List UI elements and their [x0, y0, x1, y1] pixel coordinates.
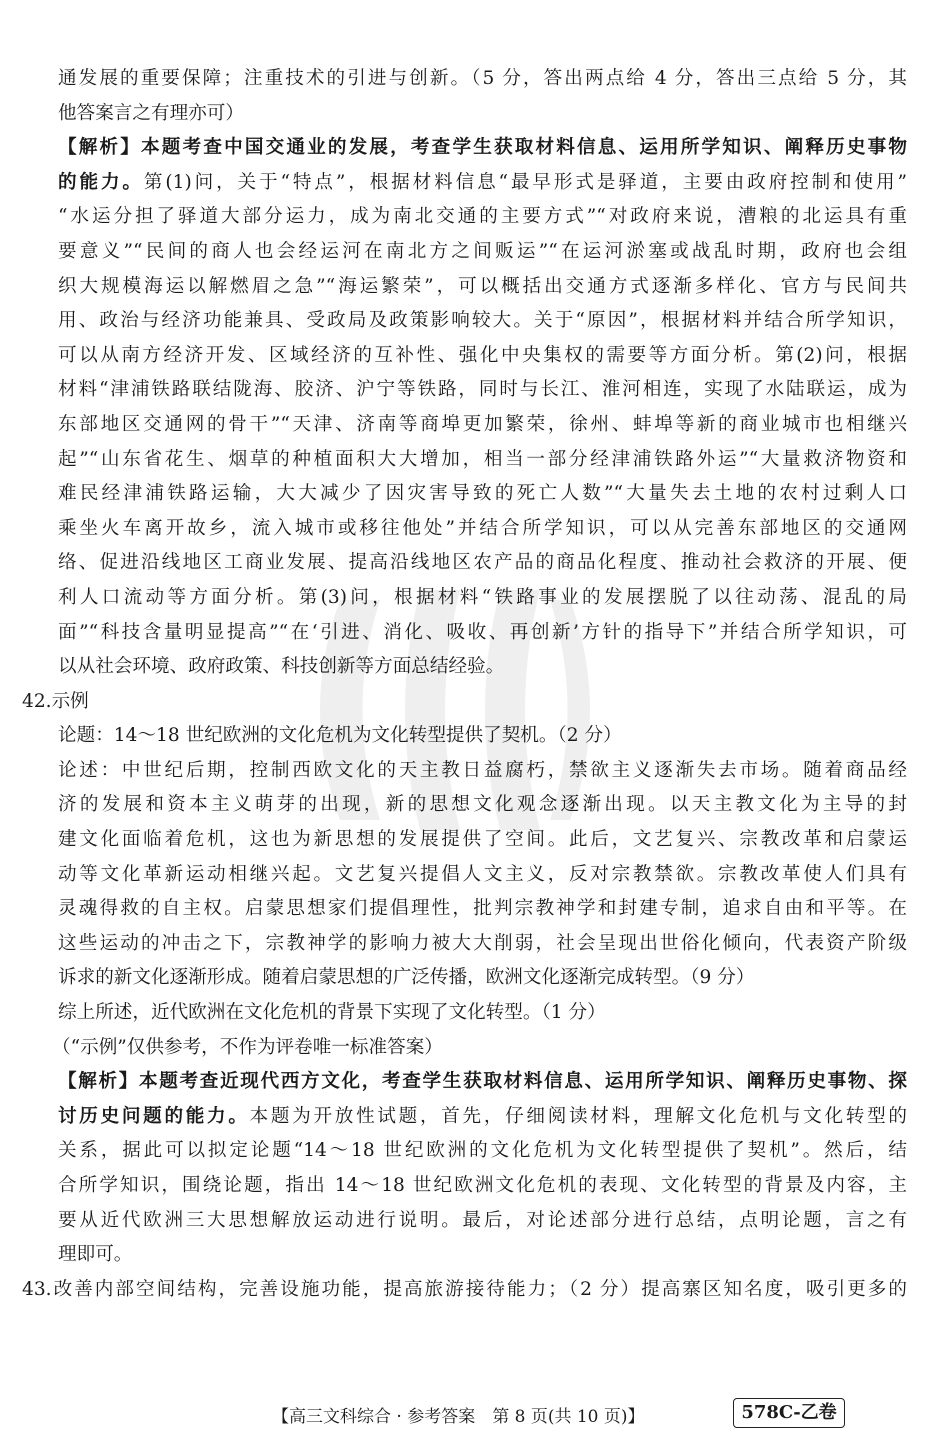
text-line: 灵魂得救的自主权。启蒙思想家们提倡理性，批判宗教神学和封建专制，追求自由和平等。在: [58, 898, 907, 920]
text-line: 要意义”“民间的商人也会经运河在南北方之间贩运”“在运河淤塞或战乱时期，政府也会组: [58, 240, 907, 262]
summary-line: 综上所述，近代欧洲在文化危机的背景下实现了文化转型。（1 分）: [58, 1002, 606, 1024]
question-number: 43.: [22, 1278, 52, 1300]
thesis-line: 论题：14～18 世纪欧洲的文化危机为文化转型提供了契机。（2 分）: [58, 725, 622, 747]
analysis-41: [0, 131, 933, 685]
question-43-line: [0, 1273, 933, 1308]
text-line: 起”“山东省花生、烟草的种植面积大大增加，相当一部分经津浦铁路外运”“大量救济物资和: [58, 448, 907, 470]
page-footer: [0, 1398, 933, 1432]
analysis-bold-text: 本题考查中国交通业的发展，考查学生获取材料信息、运用所学知识、阐释历史事物: [141, 137, 907, 159]
footer-page-info: 【高三文科综合 · 参考答案 第 8 页(共 10 页)】: [272, 1407, 645, 1427]
text-line: 济的发展和资本主义萌芽的出现，新的思想文化观念逐渐出现。以天主教文化为主导的封: [58, 794, 907, 816]
text-line: 通发展的重要保障；注重技术的引进与创新。（5 分，答出两点给 4 分，答出三点给 5 分，其: [58, 68, 907, 89]
question-title: 示例: [51, 690, 89, 712]
text-line: 合所学知识，围绕论题，指出 14～18 世纪欧洲文化危机的表现、文化转型的背景及内容，主: [58, 1175, 907, 1196]
analysis-line: [0, 131, 933, 166]
analysis-bold-text: 本题考查近现代西方文化，考查学生获取材料信息、运用所学知识、阐释历史事物、探: [139, 1071, 907, 1093]
text-line: 理即可。: [58, 1244, 133, 1266]
note-line: （“示例”仅供参考，不作为评卷唯一标准答案）: [52, 1036, 443, 1058]
analysis-label: 【解析】: [58, 1071, 140, 1093]
question-text: 改善内部空间结构，完善设施功能，提高旅游接待能力；（2 分）提高寨区知名度，吸引更多的: [51, 1278, 907, 1300]
question-42-heading: [0, 685, 933, 720]
question-42: [0, 685, 933, 1273]
analysis-line: [0, 1065, 933, 1100]
text-line: 这些运动的冲击之下，宗教神学的影响力被大大削弱，社会呈现出世俗化倾向，代表资产阶级: [58, 932, 907, 954]
text-line: 乘坐火车离开故乡，流入城市或移往他处”并结合所学知识，可以从完善东部地区的交通网: [58, 517, 907, 539]
text-line: 织大规模海运以解燃眉之急”“海运繁荣”，可以概括出交通方式逐渐多样化、官方与民间共: [58, 275, 907, 297]
text-line: 他答案言之有理亦可）: [58, 102, 244, 124]
text-line: 以从社会环境、政府政策、科技创新等方面总结经验。: [58, 656, 505, 678]
text-line: 关系，据此可以拟定论题“14～18 世纪欧洲的文化危机为文化转型提供了契机”。然后，结: [58, 1140, 907, 1162]
text-line: 利人口流动等方面分析。第(3)问，根据材料“铁路事业的发展摆脱了以往动荡、混乱的局: [58, 586, 907, 608]
analysis-line: [0, 1100, 933, 1135]
text-line: 用、政治与经济功能兼具、受政局及政策影响较大。关于“原因”，根据材料并结合所学知识，: [58, 310, 907, 332]
answer-content: [0, 62, 933, 1307]
text-line: 材料“津浦铁路联结陇海、胶济、沪宁等铁路，同时与长江、淮河相连，实现了水陆联运，成为: [58, 379, 907, 401]
text-line: 动等文化革新运动相继兴起。文艺复兴提倡人文主义，反对宗教禁欲。宗教改革使人们具有: [58, 863, 907, 885]
analysis-bold-text: 讨历史问题的能力。: [58, 1105, 250, 1127]
analysis-label: 【解析】: [58, 137, 142, 159]
paper-code-badge: 578C-乙卷: [733, 1398, 845, 1428]
analysis-text: 本题为开放性试题，首先，仔细阅读材料，理解文化危机与文化转型的: [249, 1105, 907, 1127]
text-line: 可以从南方经济开发、区域经济的互补性、强化中央集权的需要等方面分析。第(2)问，根据: [58, 344, 907, 366]
text-line: 面”“科技含量明显提高”“在‘引进、消化、吸收、再创新’方针的指导下”并结合所学知识，可: [58, 621, 907, 643]
analysis-bold-text: 的能力。: [58, 171, 144, 193]
text-line: 建文化面临着危机，这也为新思想的发展提供了空间。此后，文艺复兴、宗教改革和启蒙运: [58, 829, 907, 851]
text-line: 络、促进沿线地区工商业发展、提高沿线地区农产品的商品化程度、推动社会救济的开展、便: [58, 552, 907, 574]
question-number: 42.: [22, 690, 52, 712]
text-line: 诉求的新文化逐渐形成。随着启蒙思想的广泛传播，欧洲文化逐渐完成转型。（9 分）: [58, 967, 755, 989]
text-line: 难民经津浦铁路运输，大大减少了因灾害导致的死亡人数”“大量失去土地的农村过剩人口: [58, 483, 907, 505]
question-43: [0, 1273, 933, 1308]
analysis-line: [0, 166, 933, 201]
text-line: 东部地区交通网的骨干”“天津、济南等商埠更加繁荣，徐州、蚌埠等新的商业城市也相继兴: [58, 413, 907, 435]
analysis-text: 第(1)问，关于“特点”，根据材料信息“最早形式是驿道，主要由政府控制和使用”: [143, 171, 907, 193]
text-line: 论述：中世纪后期，控制西欧文化的天主教日益腐朽，禁欲主义逐渐失去市场。随着商品经: [58, 759, 907, 781]
text-line: 要从近代欧洲三大思想解放运动进行说明。最后，对论述部分进行总结，点明论题，言之有: [58, 1209, 907, 1231]
prev-answer-continuation: [0, 62, 933, 131]
text-line: “水运分担了驿道大部分运力，成为南北交通的主要方式”“对政府来说，漕粮的北运具有重: [58, 206, 907, 228]
